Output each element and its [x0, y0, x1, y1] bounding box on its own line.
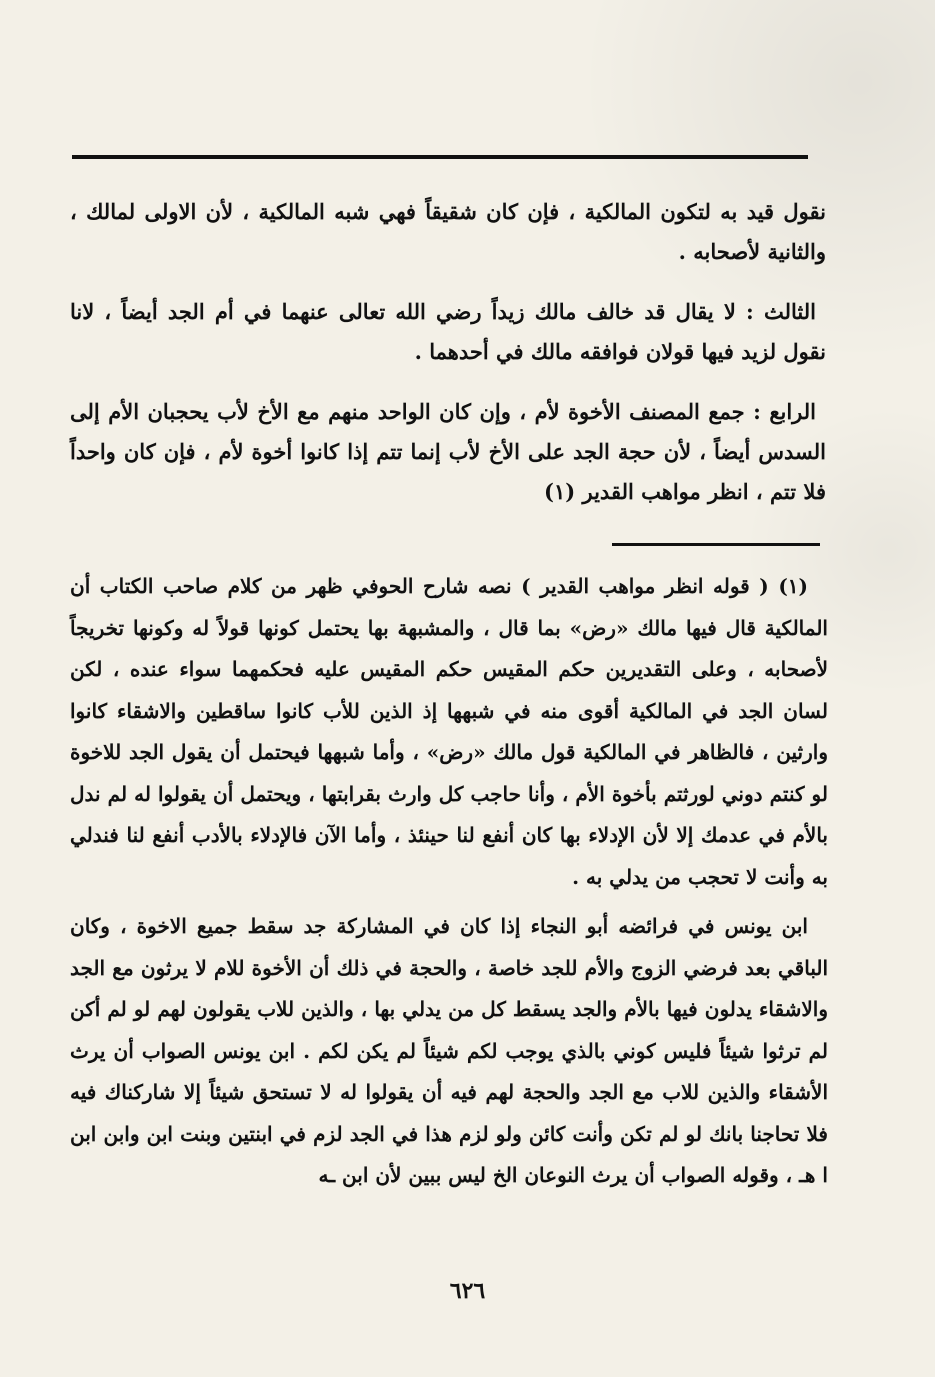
footnote-2: ابن يونس في فرائضه أبو النجاء إذا كان في المشاركة جد سقط جميع الاخوة ، وكان الباقي بعد فرضي الزوج والأم للجد خاصة ، والحجة في ذلك أن الأخوة للام لا يرثون مع الجد والاشقاء يدلون فيها بالأم والجد يسقط كل من يدلي بها ، والذين للاب يقولون لهم لو لم أكن لم ترثوا شيئاً فليس كوني بالذي يوجب لكم شيئاً لم يكن لكم . ابن يونس الصواب أن يرث الأشقاء والذين للاب مع الجد والحجة لهم فيه أن يقولوا له لا تستحق شيئاً إلا شاركناك فيه فلا تحاجنا بانك لو لم تكن وأنت كائن ولو لزم هذا في الجد لزم في ابنتين وبنت ابن وابن ابن ا هـ ، وقوله الصواب أن يرث النوعان الخ ليس ببين لأن ابن ـه — [70, 914, 828, 1187]
footnote-divider — [612, 543, 820, 546]
top-divider — [72, 155, 808, 159]
main-text-block — [70, 192, 826, 532]
page-number: ٦٢٦ — [449, 1278, 486, 1304]
main-paragraph-3: الرابع : جمع المصنف الأخوة لأم ، وإن كان الواحد منهم مع الأخ لأب يحجبان الأم إلى السدس أيضاً ، لأن حجة الجد على الأخ لأب إنما تتم إذا كانوا أخوة لأم ، فإن كان واحداً فلا تتم ، انظر مواهب القدير (١) — [70, 399, 826, 504]
footnotes-block — [70, 566, 828, 1205]
main-paragraph-2: الثالث : لا يقال قد خالف مالك زيداً رضي الله تعالى عنهما في أم الجد أيضاً ، لانا نقول لزيد فيها قولان فوافقه مالك في أحدهما . — [70, 299, 826, 364]
footnote-1: (١) ( قوله انظر مواهب القدير ) نصه شارح الحوفي ظهر من كلام صاحب الكتاب أن المالكية قال فيها مالك «رض» بما قال ، والمشبهة بها يحتمل كونها قولاً له وكونها تخريجاً لأصحابه ، وعلى التقديرين حكم المقيس حكم المقيس عليه فحكمهما سواء عنده ، لكن لسان الجد في المالكية أقوى منه في شبهها إذ الذين للأب كانوا ساقطين والاشقاء كانوا وارثين ، فالظاهر في المالكية قول مالك «رض» ، وأما شبهها فيحتمل أن يقول الجد للاخوة لو كنتم دوني لورثتم بأخوة الأم ، وأنا حاجب كل وارث بقرابتها ، ويحتمل أن يقولوا له لم ندل بالأم في عدمك إلا لأن الإدلاء بها كان أنفع لنا حينئذ ، وأما الآن فالإدلاء بالأدب أنفع لنا فندلي به وأنت لا تحجب من يدلي به . — [70, 574, 828, 889]
main-paragraph-1: نقول قيد به لتكون المالكية ، فإن كان شقيقاً فهي شبه المالكية ، لأن الاولى لمالك ، والثانية لأصحابه . — [70, 199, 826, 264]
